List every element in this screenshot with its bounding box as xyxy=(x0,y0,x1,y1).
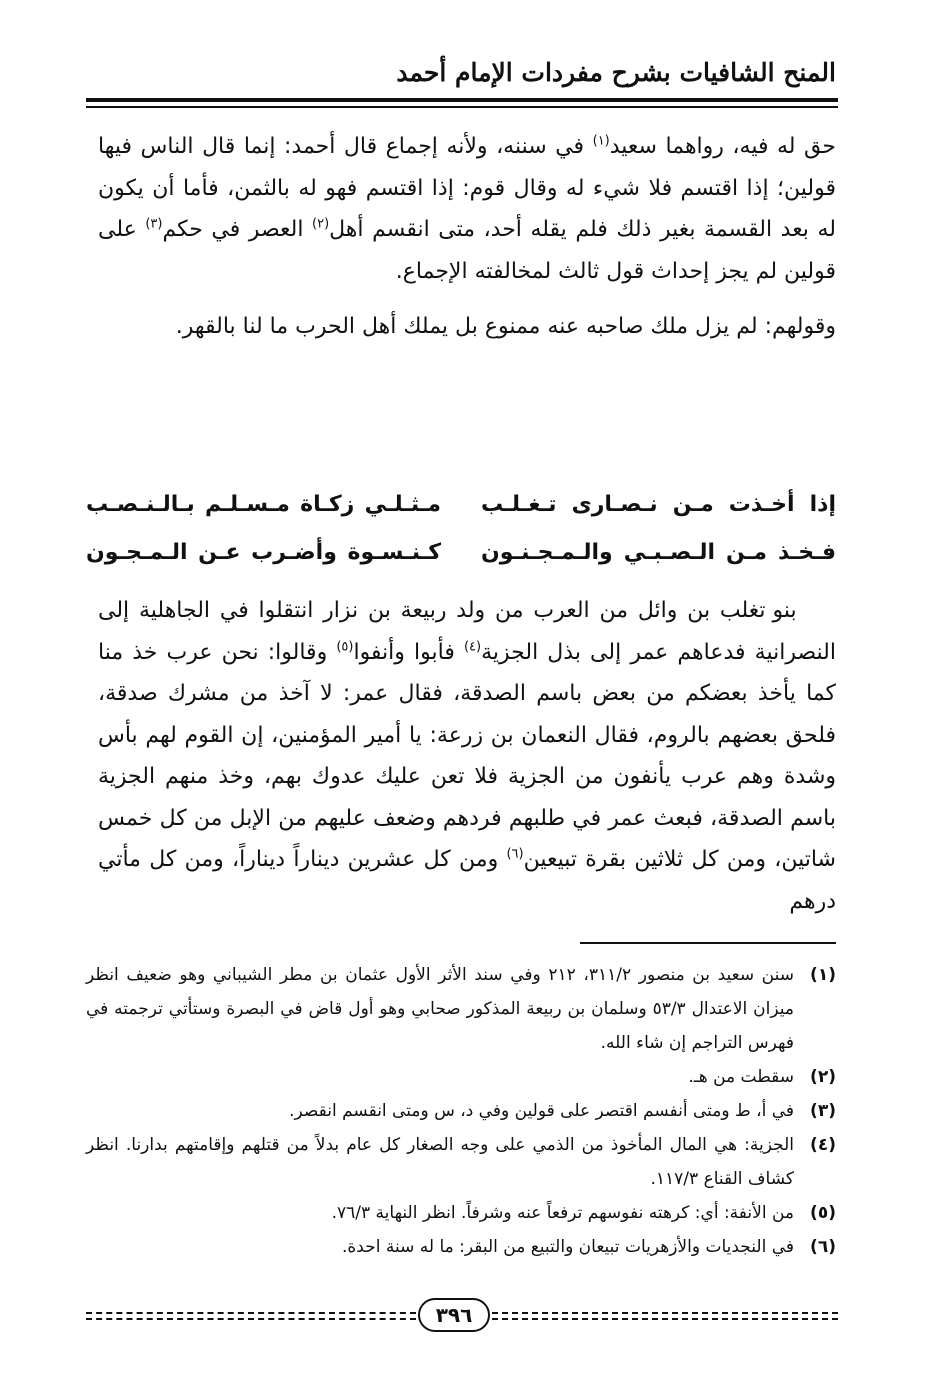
footnote-ref-4: (٤) xyxy=(463,639,482,655)
footnote-ref-2: (٢) xyxy=(312,216,330,232)
footnote-3 xyxy=(86,1094,836,1128)
footnote-text: من الأنفة: أي: كرهته نفوسهم ترفعاً عنه وشرفاً. انظر النهاية ٧٦/٣. xyxy=(331,1203,794,1223)
footnote-number: (٢) xyxy=(810,1067,836,1087)
header-rule-thick xyxy=(86,98,838,102)
verse-1-first-hemistich: إذا أخـذت مـن نـصـارى تـغـلـب xyxy=(481,492,836,517)
footnote-2 xyxy=(86,1060,836,1094)
verse-2-first-hemistich: فـخـذ مـن الـصـبـي والـمـجـنـون xyxy=(481,540,836,565)
footnote-text: سنن سعيد بن منصور ٣١١/٢، ٢١٢ وفي سند الأثر الأول عثمان بن مطر الشيباني وهو ضعيف انظر ميزان الاعتدال ٥٣/٣ وسلمان بن ربيعة المذكور صحابي وهو أول قاض في البصرة وستأتي ترجمته في فهرس التراجم إن شاء الله. xyxy=(86,965,795,1053)
page-number-dashed-rule-right xyxy=(492,1318,838,1320)
page-number-dashed-rule-right xyxy=(492,1312,838,1314)
paragraph-3: بنو تغلب بن وائل من العرب من ولد ربيعة بن نزار انتقلوا في الجاهلية إلى النصرانية فدعاهم عمر إلى بذل الجزية$^{(٤)}$ فأبوا وأنفوا$^{(٥)}$ وقالوا: نحن عرب خذ منا كما يأخذ بعضكم من بعض باسم الصدقة، فقال عمر: لا آخذ من مشرك صدقة، فلحق بعضهم بالروم، فقال النعمان بن زرعة: يا أمير المؤمنين، إن القوم لهم بأس وشدة وهم عرب يأنفون من الجزية فلا تعن عليك عدوك بهم، وخذ منهم الجزية باسم الصدقة، فبعث عمر في طلبهم فردهم وضعف عليهم من الإبل من كل خمس شاتين، ومن كل ثلاثين بقرة تبيعين$^{(٦)}$ ومن كل عشرين ديناراً ديناراً، ومن كل مأتي درهم xyxy=(98,598,836,914)
header-rule-thin xyxy=(86,106,838,108)
poem xyxy=(86,481,836,577)
body-text-bottom xyxy=(98,590,836,922)
verse-1-second-hemistich: مـثـلـي زكـاة مـسـلـم بـالـنـصـب xyxy=(86,492,441,517)
footnote-number: (٥) xyxy=(810,1203,836,1223)
footnote-separator xyxy=(580,942,836,944)
footnote-4 xyxy=(86,1128,836,1196)
footnote-text: الجزية: هي المال المأخوذ من الذمي على وجه الصغار كل عام بدلاً من قتلهم وإقامتهم بدارنا. انظر كشاف القناع ١١٧/٣. xyxy=(86,1135,794,1189)
footnote-ref-1: (١) xyxy=(592,133,610,149)
page-number-dashed-rule-left xyxy=(86,1318,416,1320)
page-number-dashed-rule-left xyxy=(86,1312,416,1314)
verse-2-second-hemistich: كـنـسـوة وأضـرب عـن الـمـجـون xyxy=(86,540,441,565)
footnote-ref-3: (٣) xyxy=(145,216,163,232)
footnote-text: في النجديات والأزهريات تبيعان والتبيع من البقر: ما له سنة احدة. xyxy=(341,1237,794,1257)
footnote-number: (٣) xyxy=(810,1101,836,1121)
poem-verse-2 xyxy=(86,529,836,577)
footnote-5 xyxy=(86,1196,836,1230)
footnote-number: (٦) xyxy=(810,1237,836,1257)
footnote-ref-6: (٦) xyxy=(506,846,524,862)
footnote-1 xyxy=(86,958,836,1060)
body-text-top xyxy=(98,126,836,348)
footnote-6 xyxy=(86,1230,836,1264)
page-number: ٣٩٦ xyxy=(418,1298,490,1332)
running-header-title: المنح الشافيات بشرح مفردات الإمام أحمد xyxy=(396,58,836,87)
paragraph-2: وقولهم: لم يزل ملك صاحبه عنه ممنوع بل يملك أهل الحرب ما لنا بالقهر. xyxy=(175,314,836,339)
footnote-text: في أ، ط ومتى أنفسم اقتصر على قولين وفي د، س ومتى انقسم انقصر. xyxy=(289,1101,794,1121)
footnote-ref-5: (٥) xyxy=(336,639,354,655)
poem-verse-1 xyxy=(86,481,836,529)
footnote-number: (١) xyxy=(810,965,836,985)
footnote-number: (٤) xyxy=(810,1135,836,1155)
paragraph-1: حق له فيه، رواهما سعيد$^{(١)}$ في سننه، ولأنه إجماع قال أحمد: إنما قال الناس فيها قولين؛ إذا اقتسم فلا شيء له وقال قوم: إذا اقتسم فهو له بالثمن، فأما أن يكون له بعد القسمة بغير ذلك فلم يقله أحد، متى انقسم أهل$^{(٢)}$ العصر في حكم$^{(٣)}$ على قولين لم يجز إحداث قول ثالث لمخالفته الإجماع. xyxy=(98,133,836,284)
footnotes xyxy=(86,958,836,1264)
footnote-text: سقطت من هـ. xyxy=(688,1067,794,1087)
